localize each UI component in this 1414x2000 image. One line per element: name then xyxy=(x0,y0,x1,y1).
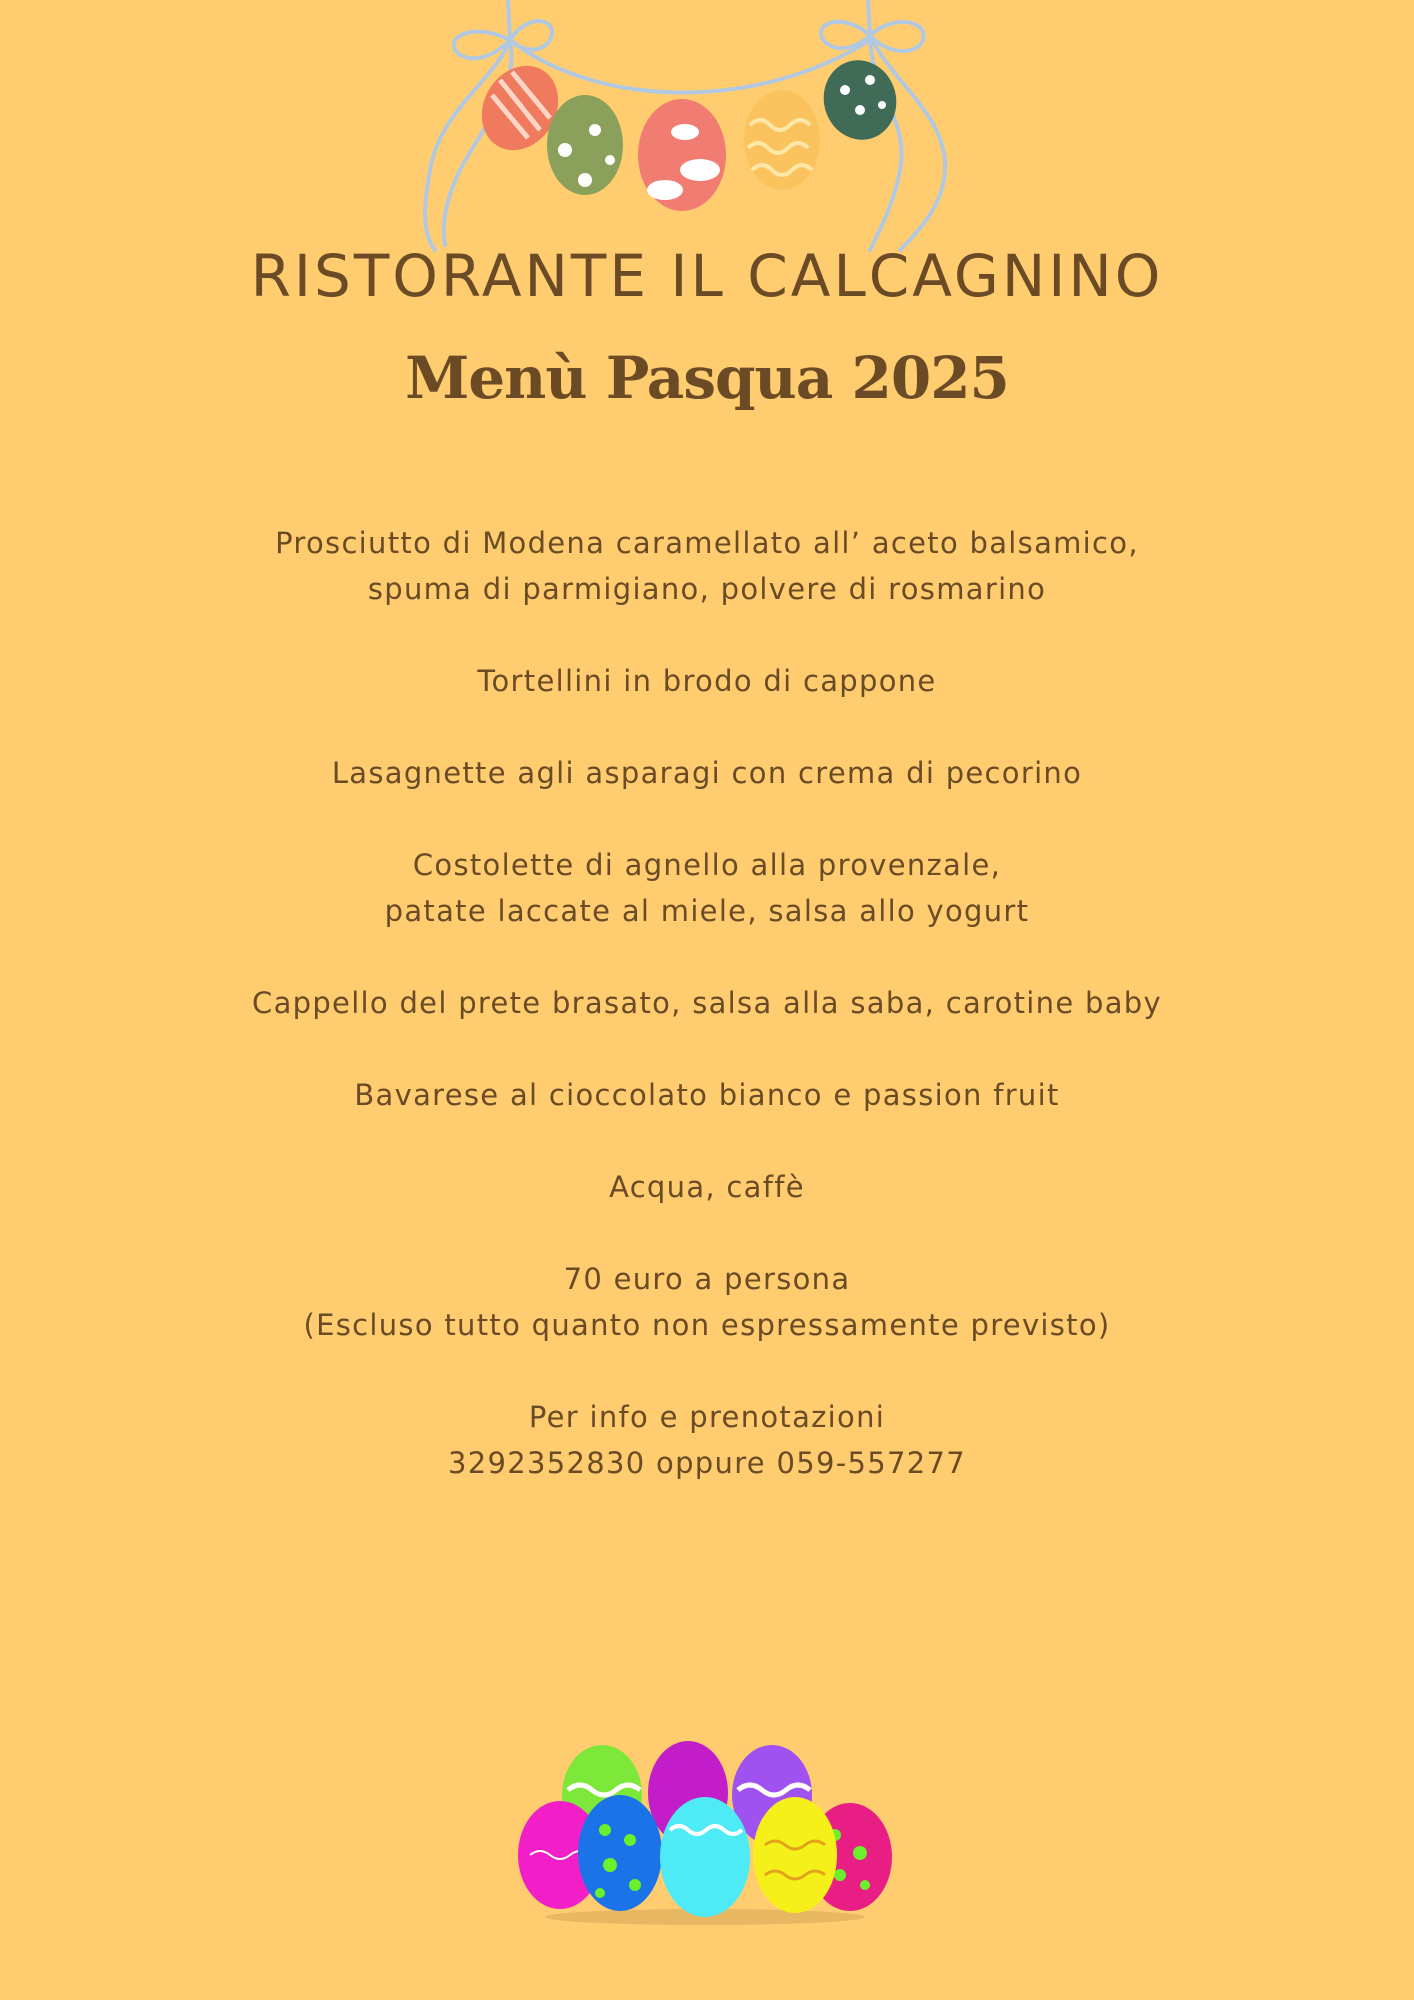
contact-info xyxy=(0,1394,1414,1486)
course-line: patate laccate al miele, salsa allo yogurt xyxy=(384,894,1030,928)
course-line: spuma di parmigiano, polvere di rosmarino xyxy=(367,572,1047,606)
menu-list xyxy=(0,520,1414,1532)
course-line: Bavarese al cioccolato bianco e passion fruit xyxy=(354,1078,1060,1112)
course-line: Tortellini in brodo di cappone xyxy=(477,664,937,698)
restaurant-name: RISTORANTE IL CALCAGNINO xyxy=(250,242,1164,310)
easter-egg-garland-illustration xyxy=(400,0,960,260)
course-line: Acqua, caffè xyxy=(609,1170,805,1204)
easter-eggs-cluster-illustration xyxy=(510,1735,900,1925)
course-line: Costolette di agnello alla provenzale, xyxy=(412,848,1002,882)
contact-phones: 3292352830 oppure 059-557277 xyxy=(448,1446,966,1480)
price-line: 70 euro a persona xyxy=(563,1262,851,1296)
course-item xyxy=(0,842,1414,934)
course-item xyxy=(0,980,1414,1026)
course-item xyxy=(0,658,1414,704)
course-item xyxy=(0,750,1414,796)
course-line: Lasagnette agli asparagi con crema di pecorino xyxy=(331,756,1083,790)
price-info xyxy=(0,1256,1414,1348)
menu-title: Menù Pasqua 2025 xyxy=(405,344,1009,412)
course-item xyxy=(0,1072,1414,1118)
course-item xyxy=(0,1164,1414,1210)
course-line: Prosciutto di Modena caramellato all’ aceto balsamico, xyxy=(275,526,1139,560)
course-line: Cappello del prete brasato, salsa alla saba, carotine baby xyxy=(252,986,1162,1020)
price-note: (Escluso tutto quanto non espressamente previsto) xyxy=(303,1308,1111,1342)
course-item xyxy=(0,520,1414,612)
contact-label: Per info e prenotazioni xyxy=(528,1400,886,1434)
